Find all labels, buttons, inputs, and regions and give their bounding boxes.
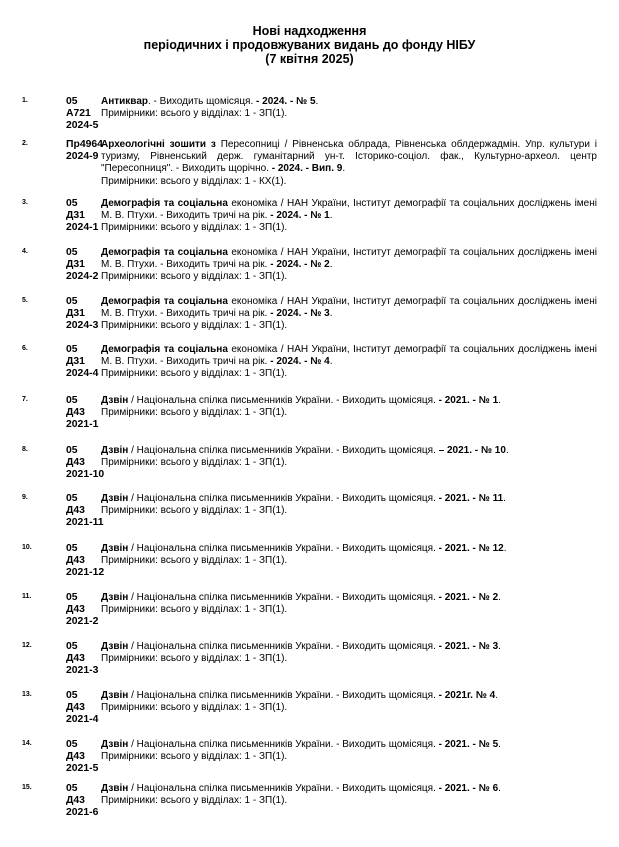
copies-info: Примірники: всього у відділах: 1 - ЗП(1).	[101, 653, 288, 665]
plain-text: .	[329, 210, 333, 222]
plain-text: економіка / НАН України, Інститут демографії та соціальних досліджень імені М. В. Птухи. - Виходить тричі на рік.	[101, 247, 597, 271]
copies-info: Примірники: всього у відділах: 1 - ЗП(1).	[101, 320, 288, 332]
bibliographic-description	[101, 445, 597, 469]
shelf-code-line: 2021-5	[66, 763, 99, 775]
bold-text: Дзвін	[101, 445, 129, 456]
shelf-code-line: 2024-9	[66, 151, 99, 163]
plain-text: Пересопниці / Рівненська облрада, Рівненська облдержадмін. Упр. культури і туризму, Рівненський держ. гуманітарний ун-т. Історико-соціол. фак., Культурно-археол. центр "Пересопниця". - Виходить щорічно.	[101, 139, 597, 175]
plain-text: економіка / НАН України, Інститут демографії та соціальних досліджень імені М. В. Птухи. - Виходить тричі на рік.	[101, 198, 597, 222]
shelf-code-line: Д43	[66, 795, 85, 807]
shelf-code-line: Д43	[66, 702, 85, 714]
shelf-code-line: Д43	[66, 653, 85, 665]
item-number: 10.	[22, 544, 32, 551]
shelf-code-line: 05	[66, 543, 78, 554]
item-number: 4.	[22, 248, 28, 255]
plain-text: / Національна спілка письменників України. - Виходить щомісяця.	[128, 592, 439, 603]
description-text	[101, 690, 597, 702]
shelf-code-line: 2021-6	[66, 807, 99, 819]
shelf-code-line: 05	[66, 592, 78, 603]
shelf-code-line: 05	[66, 247, 78, 258]
item-number: 1.	[22, 97, 28, 104]
shelf-code-line: 2021-3	[66, 665, 99, 677]
description-text	[101, 641, 597, 653]
shelf-code-line: 2021-4	[66, 714, 99, 726]
copies-info: Примірники: всього у відділах: 1 - ЗП(1).	[101, 368, 288, 380]
shelf-code-line: 05	[66, 198, 78, 209]
bold-text: Дзвін	[101, 739, 129, 750]
shelf-code-line: 2021-10	[66, 469, 105, 481]
bibliographic-description	[101, 493, 597, 517]
bold-text: - 2021. - № 11	[438, 493, 504, 504]
bold-text: Дзвін	[101, 493, 129, 504]
bibliographic-description	[101, 592, 597, 616]
bold-text: - 2021. - № 6	[438, 783, 499, 794]
description-text	[101, 395, 597, 407]
bibliographic-description	[101, 739, 597, 763]
bold-text: Дзвін	[101, 543, 129, 554]
item-number: 15.	[22, 784, 32, 791]
shelf-code-line: 05	[66, 493, 78, 504]
bold-text: - 2024. - № 4	[270, 356, 330, 368]
bold-text: Дзвін	[101, 395, 129, 406]
description-text	[101, 96, 597, 108]
plain-text: .	[498, 395, 501, 406]
plain-text: / Національна спілка письменників України. - Виходить щомісяця.	[128, 493, 439, 504]
shelf-code-line: Д43	[66, 505, 85, 517]
copies-info: Примірники: всього у відділах: 1 - ЗП(1).	[101, 222, 288, 234]
shelf-code-line: 05	[66, 395, 78, 406]
bold-text: - 2021. - № 3	[438, 641, 499, 652]
item-number: 5.	[22, 297, 28, 304]
plain-text: .	[495, 690, 498, 701]
plain-text: .	[498, 783, 501, 794]
plain-text: економіка / НАН України, Інститут демографії та соціальних досліджень імені М. В. Птухи. - Виходить тричі на рік.	[101, 344, 597, 368]
shelf-code-line: 2021-2	[66, 616, 99, 628]
shelf-code-line: 05	[66, 783, 78, 794]
item-number: 14.	[22, 740, 32, 747]
item-number: 7.	[22, 396, 28, 403]
description-text	[101, 543, 597, 555]
plain-text: / Національна спілка письменників України. - Виходить щомісяця.	[128, 641, 439, 652]
shelf-code-line: 2021-12	[66, 567, 105, 579]
bold-text: - 2024. - № 3	[270, 308, 330, 320]
bold-text: - 2024. - № 1	[270, 210, 330, 222]
description-text	[101, 445, 597, 457]
bibliographic-description	[101, 395, 597, 419]
shelf-code-line: Д31	[66, 210, 85, 222]
copies-info: Примірники: всього у відділах: 1 - ЗП(1).	[101, 555, 288, 567]
description-text	[101, 139, 597, 176]
plain-text: / Національна спілка письменників України. - Виходить щомісяця.	[128, 739, 439, 750]
bibliographic-description	[101, 543, 597, 567]
plain-text: .	[503, 543, 507, 554]
shelf-code-line: 2024-2	[66, 271, 99, 283]
shelf-code-line: 05	[66, 690, 78, 701]
shelf-code-line: 05	[66, 445, 78, 456]
description-text	[101, 592, 597, 604]
title-line-1: Нові надходження	[252, 24, 367, 38]
shelf-code-line: Д31	[66, 308, 85, 320]
bibliographic-description	[101, 690, 597, 714]
plain-text: .	[315, 96, 319, 107]
copies-info: Примірники: всього у відділах: 1 - ЗП(1).	[101, 702, 288, 714]
description-text	[101, 247, 597, 271]
copies-info: Примірники: всього у відділах: 1 - ЗП(1).	[101, 751, 288, 763]
shelf-code-line: Д31	[66, 259, 85, 271]
shelf-code-line: Пр4964	[66, 139, 103, 150]
plain-text: / Національна спілка письменників України. - Виходить щомісяця.	[128, 690, 439, 701]
bold-text: Демографія та соціальна	[101, 296, 228, 307]
plain-text: .	[342, 163, 346, 175]
bold-text: Дзвін	[101, 783, 129, 794]
item-number: 2.	[22, 140, 28, 147]
bibliographic-description	[101, 247, 597, 284]
plain-text: .	[503, 493, 506, 504]
description-text	[101, 493, 597, 505]
description-text	[101, 739, 597, 751]
plain-text: / Національна спілка письменників України. - Виходить щомісяця.	[128, 445, 439, 456]
item-number: 13.	[22, 691, 32, 698]
bold-text: - 2021. - № 1	[438, 395, 499, 406]
shelf-code-line: 2021-1	[66, 419, 99, 431]
shelf-code-line: 2024-1	[66, 222, 99, 234]
plain-text: .	[505, 445, 509, 456]
copies-info: Примірники: всього у відділах: 1 - ЗП(1).	[101, 407, 288, 419]
plain-text: .	[498, 592, 501, 603]
bold-text: - 2021г. № 4	[438, 690, 496, 701]
title-line-3: (7 квітня 2025)	[265, 52, 354, 66]
shelf-code-line: 05	[66, 641, 78, 652]
shelf-code-line: Д31	[66, 356, 85, 368]
bibliographic-description	[101, 783, 597, 807]
shelf-code-line: 2024-3	[66, 320, 99, 332]
description-text	[101, 344, 597, 368]
plain-text: / Національна спілка письменників України. - Виходить щомісяця.	[128, 543, 439, 554]
plain-text: .	[329, 356, 333, 368]
bold-text: - 2021. - № 5	[438, 739, 499, 750]
bold-text: - 2024. - № 5	[256, 96, 316, 107]
description-text	[101, 783, 597, 795]
copies-info: Примірники: всього у відділах: 1 - ЗП(1).	[101, 271, 288, 283]
bold-text: - 2021. - № 2	[438, 592, 499, 603]
bibliographic-description	[101, 96, 597, 120]
shelf-code-line: 2024-5	[66, 120, 99, 132]
shelf-code-line: 2021-11	[66, 517, 104, 529]
bold-text: Археологічні зошити з	[101, 139, 216, 150]
copies-info: Примірники: всього у відділах: 1 - КХ(1).	[101, 175, 287, 187]
plain-text: економіка / НАН України, Інститут демографії та соціальних досліджень імені М. В. Птухи. - Виходить тричі на рік.	[101, 296, 597, 320]
bold-text: Дзвін	[101, 592, 129, 603]
shelf-code-line: 05	[66, 739, 78, 750]
item-number: 11.	[22, 593, 32, 600]
copies-info: Примірники: всього у відділах: 1 - ЗП(1).	[101, 108, 288, 120]
bold-text: - 2021. - № 12	[438, 543, 504, 554]
shelf-code-line: Д43	[66, 555, 85, 567]
bibliographic-description	[101, 344, 597, 381]
bold-text: - 2024. - Вип. 9	[271, 163, 343, 175]
item-number: 8.	[22, 446, 28, 453]
shelf-code-line: А721	[66, 108, 91, 120]
bibliographic-description	[101, 296, 597, 333]
plain-text: .	[498, 739, 501, 750]
plain-text: .	[329, 308, 333, 320]
plain-text: / Національна спілка письменників України. - Виходить щомісяця.	[128, 395, 439, 406]
shelf-code-line: Д43	[66, 751, 85, 763]
bold-text: Демографія та соціальна	[101, 344, 228, 355]
bold-text: - 2024. - № 2	[270, 259, 330, 271]
bold-text: – 2021. - № 10	[438, 445, 506, 456]
plain-text: / Національна спілка письменників України. - Виходить щомісяця.	[128, 783, 439, 794]
bold-text: Дзвін	[101, 690, 129, 701]
item-number: 6.	[22, 345, 28, 352]
item-number: 12.	[22, 642, 32, 649]
plain-text: .	[329, 259, 333, 271]
shelf-code-line: 05	[66, 344, 78, 355]
shelf-code-line: 2024-4	[66, 368, 99, 380]
bold-text: Демографія та соціальна	[101, 247, 228, 258]
copies-info: Примірники: всього у відділах: 1 - ЗП(1).	[101, 795, 288, 807]
title-line-2: періодичних і продовжуваних видань до фонду НІБУ	[143, 38, 476, 52]
shelf-code-line: Д43	[66, 457, 85, 469]
description-text	[101, 198, 597, 222]
copies-info: Примірники: всього у відділах: 1 - ЗП(1).	[101, 604, 288, 616]
shelf-code-line: 05	[66, 296, 78, 307]
copies-info: Примірники: всього у відділах: 1 - ЗП(1).	[101, 505, 288, 517]
document-title	[0, 24, 619, 66]
copies-info: Примірники: всього у відділах: 1 - ЗП(1).	[101, 457, 288, 469]
item-number: 3.	[22, 199, 28, 206]
description-text	[101, 296, 597, 320]
shelf-code-line: 05	[66, 96, 78, 107]
bibliographic-description	[101, 198, 597, 235]
plain-text: . - Виходить щомісяця.	[148, 96, 257, 107]
item-number: 9.	[22, 494, 28, 501]
shelf-code-line: Д43	[66, 407, 85, 419]
bibliographic-description	[101, 139, 597, 188]
shelf-code-line: Д43	[66, 604, 85, 616]
bold-text: Антиквар	[101, 96, 148, 107]
plain-text: .	[498, 641, 501, 652]
bold-text: Демографія та соціальна	[101, 198, 228, 209]
bold-text: Дзвін	[101, 641, 129, 652]
bibliographic-description	[101, 641, 597, 665]
